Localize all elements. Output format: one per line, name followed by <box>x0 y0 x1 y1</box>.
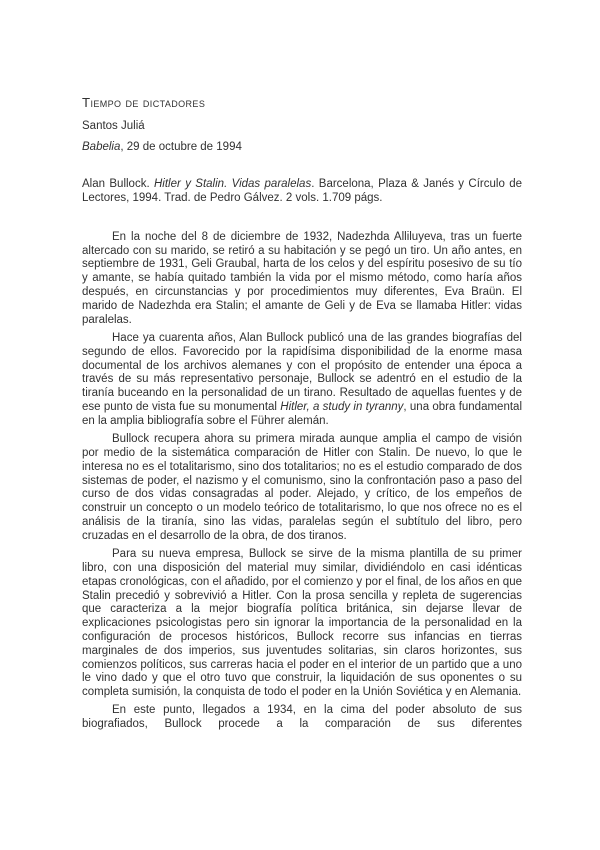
paragraph-2 <box>82 332 522 429</box>
article-title: Tiempo de dictadores <box>82 95 206 110</box>
paragraph-3: Bullock recupera ahora su primera mirada aunque amplia el campo de visión por medio de la sistemática comparación de Hitler con Stalin. De nuevo, lo que le interesa no es el totalitarismo, sino dos totalitarios; no es el estudio comparado de dos sistemas de poder, el nazismo y el comunismo, sino la confrontación paso a paso del curso de dos vidas consagradas al poder. Alejado, y crítico, de los empeños de construir un concepto o un modelo teórico de totalitarismo, lo que nos ofrece no es el análisis de la tiranía, sino las vidas, paralelas según el subtítulo del libro, pero cruzadas en el desarrollo de la obra, de dos tiranos. <box>82 433 522 542</box>
paragraph-1: En la noche del 8 de diciembre de 1932, Nadezhda Alliluyeva, tras un fuerte altercado con su marido, se retiró a su habitación y se pegó un tiro. Un año antes, en septiembre de 1931, Geli Graubal, harta de los celos y del espíritu posesivo de su tío y amante, se había quitado también la vida por el mismo método, como haría años después, en circunstancias y por procedimientos muy diferentes, Eva Braün. El marido de Nadezhda era Stalin; el amante de Geli y de Eva se llamaba Hitler: vidas paralelas. <box>82 230 522 326</box>
paragraph-2-book-title: Hitler, a study in tyranny <box>280 400 404 413</box>
paragraph-2-text-before: Hace ya cuarenta años, Alan Bullock publicó una de las grandes biografías del segundo de ellos. Favorecido por la rapidísima disponibilidad de la enorme masa documental de los archivos alemanes y con el propósito de entender una época a través de su más representativo personaje, Bullock se adentró en el estudio de la tiranía buceando en la personalidad de un tirano. Resultado de aquellas fuentes y de ese punto de vista fue su monumental <box>82 331 522 413</box>
author-byline: Santos Juliá <box>82 119 145 132</box>
paragraph-4: Para su nueva empresa, Bullock se sirve de la misma plantilla de su primer libro, con una disposición del material muy similar, dividiéndolo en casi idénticas etapas cronológicas, con el añadido, por el comienzo y por el final, de los años en que Stalin precedió y sobrevivió a Hitler. Con la prosa sencilla y repleta de sugerencias que caracteriza a la mejor biografía política británica, sin dejarse llevar de explicaciones psicologistas pero sin ignorar la importancia de la personalidad en la configuración de procesos históricos, Bullock recorre sus infancias en tierras marginales de dos imperios, sus juventudes solitarias, sin claros horizontes, sus comienzos políticos, sus carreras hacia el poder en el interior de un partido que a uno le vino dado y que el otro tuvo que construir, la liquidación de sus oponentes o su completa sumisión, la conquista de todo el poder en la Unión Soviética y en Alemania. <box>82 548 522 699</box>
paragraph-5: En este punto, llegados a 1934, en la cima del poder absoluto de sus biografiados, Bullock procede a la comparación de sus diferentes <box>82 704 522 731</box>
book-reference <box>82 177 522 206</box>
publication-date: , 29 de octubre de 1994 <box>120 141 242 153</box>
reference-book-title: Hitler y Stalin. Vidas paralelas <box>154 178 312 190</box>
publication-name: Babelia <box>82 141 121 153</box>
reference-author: Alan Bullock. <box>82 178 154 190</box>
paragraph-2-text-after: , una obra fundamental en la amplia bibliografía sobre el Führer alemán. <box>82 400 522 427</box>
reference-details: . Barcelona, Plaza & Janés y Círculo de Lectores, 1994. Trad. de Pedro Gálvez. 2 vols. 1.709 págs. <box>82 178 522 205</box>
publication-line <box>82 140 522 154</box>
